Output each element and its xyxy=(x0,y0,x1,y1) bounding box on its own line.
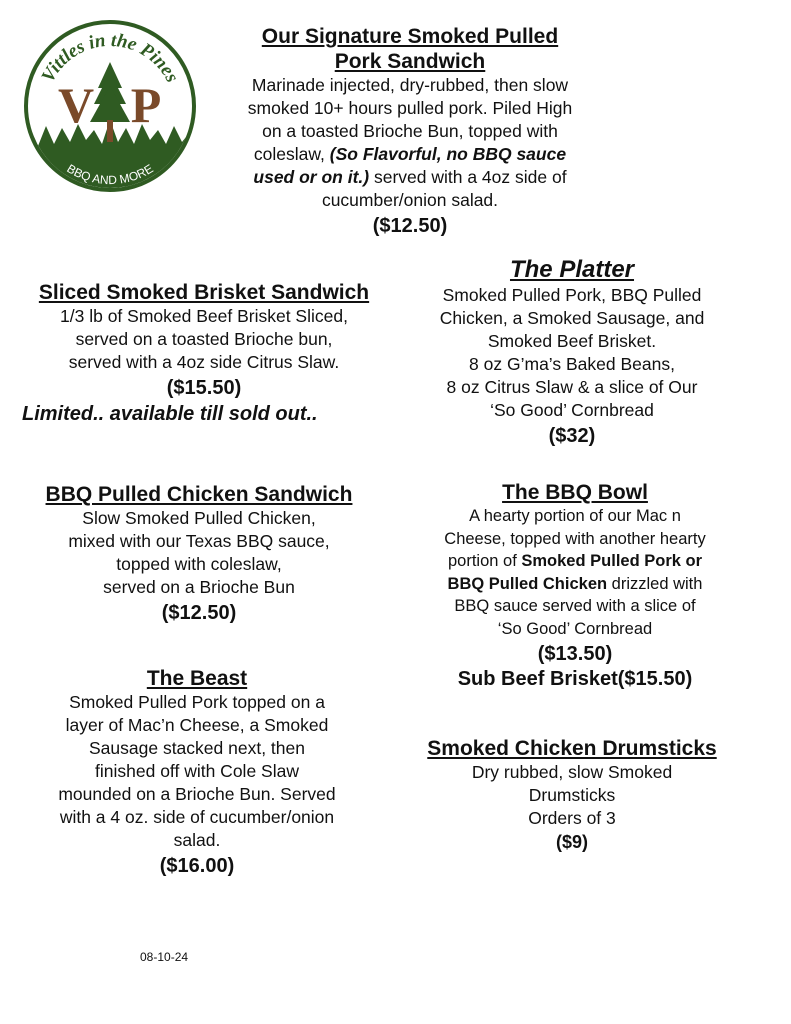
item-desc: used or on it.) served with a 4oz side of xyxy=(253,167,567,187)
item-price: ($12.50) xyxy=(372,215,448,237)
item-desc: Smoked Pulled Pork, BBQ Pulled xyxy=(442,285,702,305)
item-desc: Smoked Beef Brisket. xyxy=(487,331,657,351)
item-desc: layer of Mac’n Cheese, a Smoked xyxy=(65,715,329,735)
item-price: ($13.50) xyxy=(537,643,613,665)
menu-item-platter xyxy=(400,256,744,449)
menu-item-signature xyxy=(220,24,600,239)
item-desc: ‘So Good’ Cornbread xyxy=(497,619,653,638)
svg-text:P: P xyxy=(130,77,162,133)
item-desc: Orders of 3 xyxy=(528,808,616,828)
svg-text:V: V xyxy=(57,77,95,133)
menu-item-bbq-bowl xyxy=(405,480,745,692)
item-desc: Sausage stacked next, then xyxy=(89,738,305,758)
item-desc: Chicken, a Smoked Sausage, and xyxy=(439,308,705,328)
item-desc: 1/3 lb of Smoked Beef Brisket Sliced, xyxy=(60,306,348,326)
svg-text:Vittles in the Pines: Vittles in the Pines xyxy=(37,29,183,86)
item-desc: Drumsticks xyxy=(528,785,616,805)
item-desc: ‘So Good’ Cornbread xyxy=(490,400,654,420)
item-price: ($16.00) xyxy=(159,855,235,877)
item-desc: BBQ sauce served with a slice of xyxy=(454,597,696,615)
item-desc: Smoked Pulled Pork topped on a xyxy=(69,692,325,712)
item-title: The Platter xyxy=(509,256,635,283)
item-price: ($9) xyxy=(555,832,588,852)
restaurant-logo xyxy=(24,10,196,205)
item-price: ($15.50) xyxy=(166,377,242,399)
svg-text:BBQ AND MORE: BBQ AND MORE xyxy=(64,161,156,188)
menu-item-drumsticks xyxy=(400,736,744,855)
item-desc: served on a Brioche Bun xyxy=(103,577,295,597)
item-desc: cucumber/onion salad. xyxy=(321,190,499,210)
item-sub-price: Sub Beef Brisket($15.50) xyxy=(457,668,693,690)
item-desc: BBQ Pulled Chicken drizzled with xyxy=(447,574,703,593)
item-title: BBQ Pulled Chicken Sandwich xyxy=(45,483,353,506)
item-note: Limited.. available till sold out.. xyxy=(22,403,318,425)
item-desc: coleslaw, (So Flavorful, no BBQ sauce xyxy=(253,144,567,164)
item-desc: topped with coleslaw, xyxy=(116,554,282,574)
item-desc: 8 oz G’ma’s Baked Beans, xyxy=(469,354,675,374)
item-desc: salad. xyxy=(173,830,221,850)
menu-item-beast xyxy=(20,666,374,879)
item-desc: mixed with our Texas BBQ sauce, xyxy=(68,531,330,551)
item-title: The Beast xyxy=(146,667,248,690)
item-desc: Slow Smoked Pulled Chicken, xyxy=(82,508,316,528)
item-desc: 8 oz Citrus Slaw & a slice of Our xyxy=(446,377,698,397)
item-title: Our Signature Smoked Pulled xyxy=(261,25,559,48)
item-desc: Dry rubbed, slow Smoked xyxy=(471,762,673,782)
item-desc: Cheese, topped with another hearty xyxy=(444,529,706,548)
item-price: ($12.50) xyxy=(161,602,237,624)
item-desc: Marinade injected, dry-rubbed, then slow xyxy=(251,75,569,95)
item-desc: portion of Smoked Pulled Pork or xyxy=(447,552,703,570)
item-desc: with a 4 oz. side of cucumber/onion xyxy=(59,807,335,827)
menu-date: 08-10-24 xyxy=(140,950,189,964)
item-desc: on a toasted Brioche Bun, topped with xyxy=(262,121,558,141)
menu-item-chicken xyxy=(10,482,388,626)
item-desc: mounded on a Brioche Bun. Served xyxy=(58,784,336,804)
item-title: Smoked Chicken Drumsticks xyxy=(427,737,717,760)
item-title: Sliced Smoked Brisket Sandwich xyxy=(38,281,370,304)
item-price: ($32) xyxy=(548,425,596,447)
menu-item-brisket xyxy=(8,280,400,427)
item-title: Pork Sandwich xyxy=(334,50,486,73)
item-desc: finished off with Cole Slaw xyxy=(95,761,299,781)
item-desc: served on a toasted Brioche bun, xyxy=(75,329,333,349)
item-desc: A hearty portion of our Mac n xyxy=(469,507,681,525)
item-desc: served with a 4oz side Citrus Slaw. xyxy=(68,352,340,372)
item-desc: smoked 10+ hours pulled pork. Piled High xyxy=(247,98,573,118)
logo-seal-icon xyxy=(24,10,196,205)
item-title: The BBQ Bowl xyxy=(502,481,648,504)
